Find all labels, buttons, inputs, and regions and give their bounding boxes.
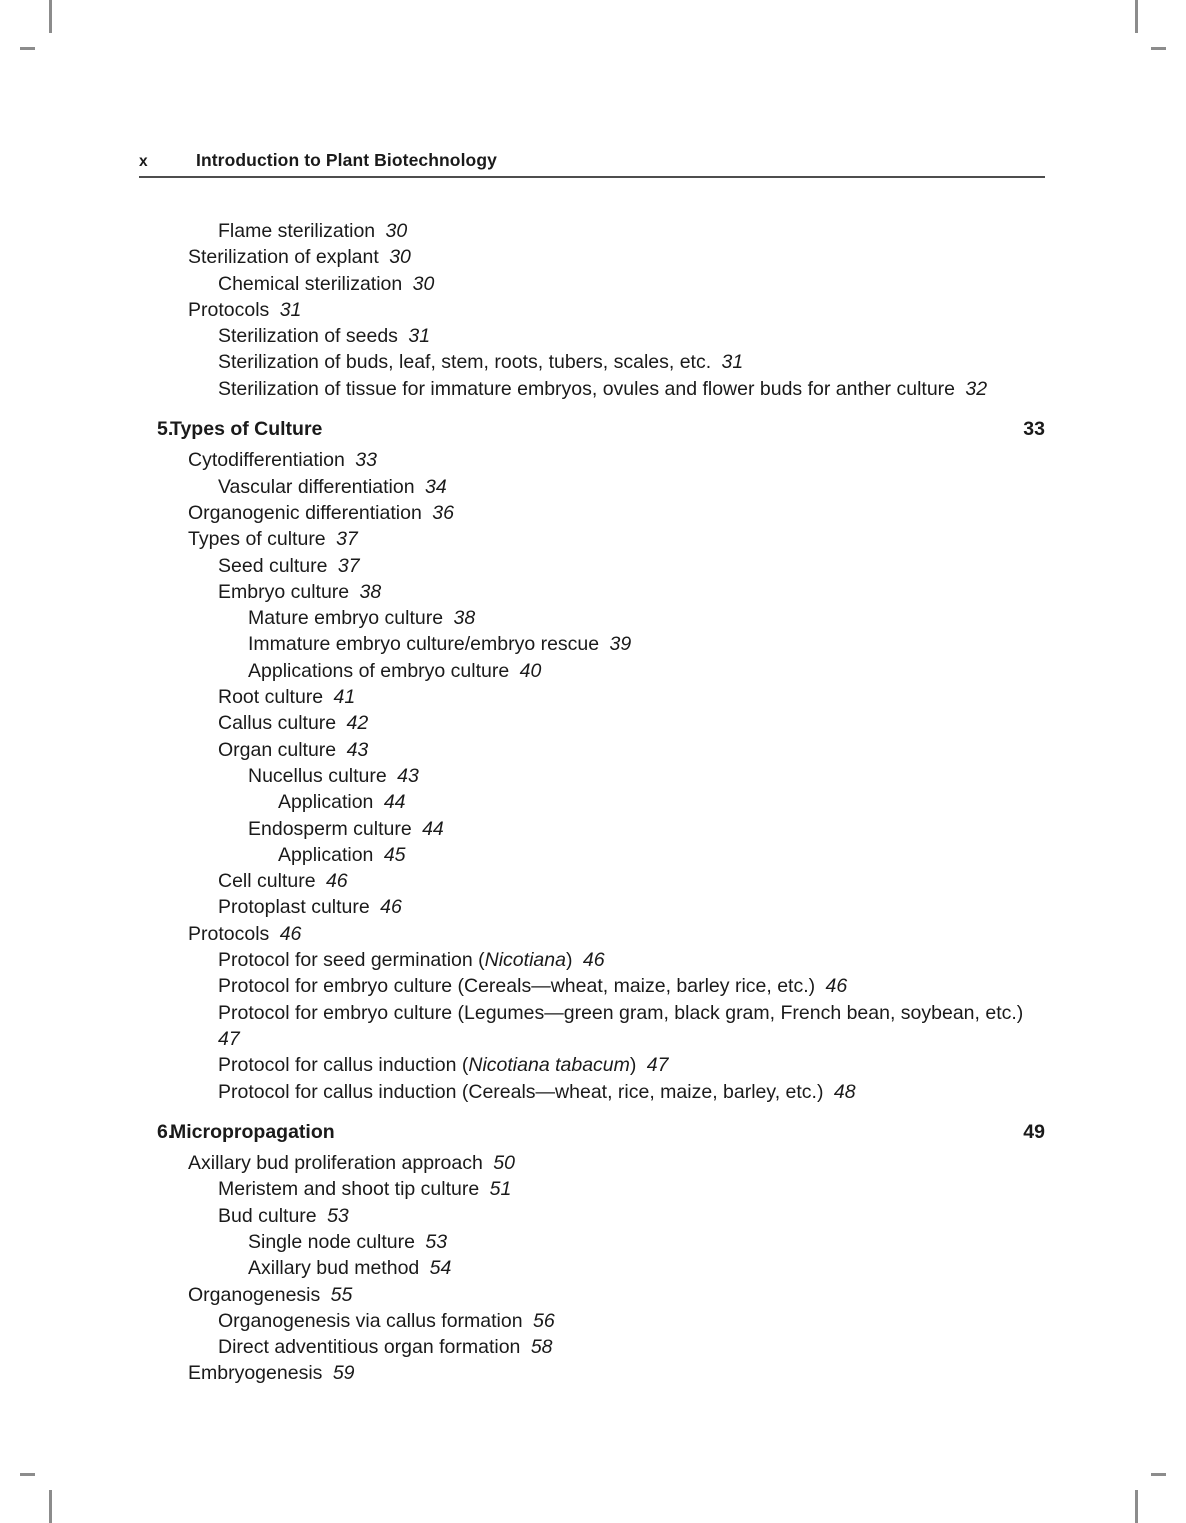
toc-entry[interactable] (139, 763, 1045, 789)
toc-entry-title: Sterilization of explant (188, 246, 379, 269)
toc-entry-page-number: 53 (321, 1204, 349, 1227)
toc-entry[interactable] (139, 1079, 1045, 1105)
toc-entry-page-number: 36 (426, 501, 454, 524)
toc-entry-title-part: Protocol for seed germination ( (218, 949, 485, 972)
toc-chapter-number: 6. (157, 1120, 174, 1143)
toc-entry[interactable] (139, 297, 1045, 323)
toc-entry[interactable] (139, 973, 1045, 999)
toc-entry-page-number: 46 (320, 870, 348, 893)
toc-entry[interactable] (139, 1176, 1045, 1202)
toc-entry[interactable] (139, 737, 1045, 763)
toc-entry-title: Sterilization of seeds (218, 325, 398, 348)
toc-entry-page-number: 47 (218, 1027, 240, 1050)
toc-entry-page-number: 31 (274, 298, 302, 321)
toc-chapter-number: 5. (157, 418, 174, 441)
toc-entry-title: Organogenesis via callus formation (218, 1309, 523, 1332)
toc-entry-title: Types of culture (188, 528, 326, 551)
toc-entry-title: Bud culture (218, 1204, 317, 1227)
toc-entry-title-part: ) (629, 1054, 637, 1077)
toc-entry-title: Flame sterilization (218, 220, 376, 242)
scientific-name: Nicotiana tabacum (468, 1054, 630, 1077)
toc-entry-page-number: 32 (960, 377, 988, 400)
page-folio: x (139, 153, 148, 170)
toc-chapter-page-number: 49 (1023, 1120, 1045, 1143)
book-title: Introduction to Plant Biotechnology (196, 150, 497, 170)
toc-entry-title: Root culture (218, 686, 324, 709)
toc-entry-page-number: 59 (327, 1362, 355, 1385)
toc-entry-title: Single node culture (248, 1230, 415, 1253)
table-of-contents (139, 218, 1045, 1387)
toc-entry-page-number: 37 (332, 554, 360, 577)
toc-entry-title: Chemical sterilization (218, 272, 403, 295)
crop-mark-top-left-vertical (49, 0, 52, 33)
toc-entry-title: Protocols (188, 922, 270, 945)
toc-entry[interactable] (139, 271, 1045, 297)
toc-entry-page-number: 46 (820, 975, 848, 998)
toc-entry[interactable] (139, 816, 1045, 842)
toc-entry-title: Vascular differentiation (218, 475, 415, 498)
crop-mark-top-left-horizontal (20, 47, 35, 50)
toc-entry[interactable] (139, 1229, 1045, 1255)
toc-entry-page-number: 30 (407, 272, 435, 295)
toc-entry-title: Mature embryo culture (248, 607, 444, 630)
toc-entry-title: Applications of embryo culture (248, 659, 510, 682)
toc-entry-page-number: 44 (416, 817, 444, 840)
toc-entry[interactable] (139, 376, 1045, 402)
crop-mark-bottom-left-vertical (49, 1490, 52, 1523)
toc-entry-title: Protoplast culture (218, 896, 370, 919)
toc-entry-page-number: 39 (604, 633, 632, 656)
toc-chapter-title: Micropropagation (170, 1120, 335, 1143)
toc-entry-title: Organogenic differentiation (188, 501, 422, 524)
toc-entry[interactable] (139, 526, 1045, 552)
toc-entry[interactable] (139, 710, 1045, 736)
toc-entry-title: Application (278, 843, 374, 866)
toc-entry[interactable] (139, 1308, 1045, 1334)
toc-entry-page-number: 44 (378, 791, 406, 814)
toc-entry[interactable] (139, 658, 1045, 684)
toc-entry-page-number: 33 (349, 449, 377, 472)
toc-chapter-page-number: 33 (1023, 418, 1045, 441)
toc-entry[interactable] (139, 789, 1045, 815)
toc-entry[interactable] (139, 447, 1045, 473)
toc-entry-title: Cell culture (218, 870, 316, 893)
toc-entry-page-number: 54 (424, 1257, 452, 1280)
toc-entry[interactable] (139, 1282, 1045, 1308)
toc-entry[interactable] (139, 605, 1045, 631)
toc-entry[interactable] (139, 323, 1045, 349)
toc-entry-page-number: 51 (484, 1178, 512, 1201)
toc-entry[interactable] (139, 947, 1045, 973)
toc-entry-title: Protocol for callus induction (Cereals—wheat, rice, maize, barley, etc.) (218, 1080, 824, 1103)
toc-entry-page-number: 42 (341, 712, 369, 735)
toc-entry-title: Immature embryo culture/embryo rescue (248, 633, 600, 656)
toc-entry[interactable] (139, 474, 1045, 500)
toc-entry[interactable] (139, 244, 1045, 270)
toc-entry-title: Endosperm culture (248, 817, 412, 840)
toc-chapter-title: Types of Culture (170, 418, 323, 441)
toc-entry-title: Axillary bud method (248, 1257, 420, 1280)
header-rule (139, 176, 1045, 178)
toc-entry[interactable] (139, 684, 1045, 710)
scientific-name: Nicotiana (484, 949, 566, 972)
toc-entry-title: Protocol for embryo culture (Cereals—wheat, maize, barley rice, etc.) (218, 975, 816, 998)
toc-entry-title: Embryo culture (218, 580, 350, 603)
toc-entry[interactable] (139, 631, 1045, 657)
toc-entry-page-number: 31 (402, 325, 431, 348)
toc-entry-page-number: 46 (577, 949, 605, 972)
toc-entry[interactable] (139, 1203, 1045, 1229)
page-content (139, 150, 1045, 1387)
toc-entry-title: Axillary bud proliferation approach (188, 1152, 483, 1175)
toc-entry-page-number: 41 (328, 686, 356, 709)
toc-entry[interactable] (139, 579, 1045, 605)
toc-entry-title: Sterilization of buds, leaf, stem, roots, tubers, scales, etc. (218, 351, 712, 374)
toc-entry-page-number: 30 (383, 246, 411, 269)
toc-entry[interactable] (139, 921, 1045, 947)
toc-entry-page-number: 47 (641, 1054, 669, 1077)
toc-entry-title-part: Protocol for callus induction ( (218, 1054, 469, 1077)
toc-entry-title: Seed culture (218, 554, 328, 577)
toc-entry[interactable] (139, 894, 1045, 920)
toc-entry-page-number: 31 (716, 351, 744, 374)
toc-entry-title-part: ) (565, 949, 573, 972)
toc-entry-title: Embryogenesis (188, 1362, 323, 1385)
toc-entry-title: Callus culture (218, 712, 337, 735)
toc-entry-title: Meristem and shoot tip culture (218, 1178, 480, 1201)
toc-entry-title: Cytodifferentiation (188, 449, 345, 472)
crop-mark-bottom-left-horizontal (20, 1473, 35, 1476)
toc-entry[interactable] (139, 1334, 1045, 1360)
toc-entry[interactable] (139, 553, 1045, 579)
toc-entry-page-number: 45 (378, 843, 406, 866)
toc-entry[interactable] (139, 349, 1045, 375)
toc-entry-title: Sterilization of tissue for immature embryos, ovules and flower buds for anther culture (218, 377, 956, 400)
toc-entry-title (218, 1054, 636, 1076)
toc-entry-page-number: 55 (325, 1283, 353, 1306)
toc-entry[interactable] (139, 868, 1045, 894)
toc-entry-page-number: 38 (354, 580, 382, 603)
toc-entry-title: Nucellus culture (248, 764, 387, 787)
toc-entry-page-number: 37 (330, 528, 358, 551)
toc-entry[interactable] (139, 218, 1045, 244)
toc-entry-title (218, 949, 572, 971)
toc-entry-page-number: 50 (487, 1152, 515, 1175)
toc-entry-title: Organ culture (218, 738, 337, 761)
toc-entry[interactable] (139, 1150, 1045, 1176)
toc-chapter-row[interactable] (139, 1119, 1045, 1145)
toc-entry-title: Organogenesis (188, 1283, 321, 1306)
toc-entry[interactable] (139, 1052, 1045, 1078)
toc-entry[interactable] (139, 500, 1045, 526)
toc-entry-page-number: 38 (448, 607, 476, 630)
toc-entry-page-number: 46 (274, 922, 302, 945)
crop-mark-bottom-right-vertical (1135, 1490, 1138, 1523)
toc-entry-page-number: 40 (514, 659, 542, 682)
running-header (139, 150, 1045, 176)
toc-entry-page-number: 56 (527, 1309, 555, 1332)
toc-entry-page-number: 53 (419, 1230, 448, 1253)
toc-entry-title: Application (278, 791, 374, 814)
toc-entry-page-number: 30 (380, 220, 408, 242)
crop-mark-top-right-vertical (1135, 0, 1138, 33)
toc-entry-page-number: 43 (391, 764, 419, 787)
toc-entry-page-number: 58 (525, 1336, 553, 1359)
toc-entry-title: Direct adventitious organ formation (218, 1336, 521, 1359)
toc-entry-page-number: 34 (419, 475, 447, 498)
toc-entry[interactable] (139, 1255, 1045, 1281)
toc-entry[interactable] (139, 1000, 1045, 1053)
toc-entry[interactable] (139, 842, 1045, 868)
crop-mark-bottom-right-horizontal (1151, 1473, 1166, 1476)
toc-chapter-row[interactable] (139, 416, 1045, 442)
toc-entry[interactable] (139, 1360, 1045, 1386)
toc-entry-title: Protocols (188, 298, 270, 321)
crop-mark-top-right-horizontal (1151, 47, 1166, 50)
toc-entry-title: Protocol for embryo culture (Legumes—green gram, black gram, French bean, soybean, etc.) (218, 1001, 1024, 1024)
toc-entry-page-number: 46 (374, 896, 402, 919)
toc-entry-page-number: 43 (341, 738, 369, 761)
toc-entry-page-number: 48 (828, 1080, 856, 1103)
